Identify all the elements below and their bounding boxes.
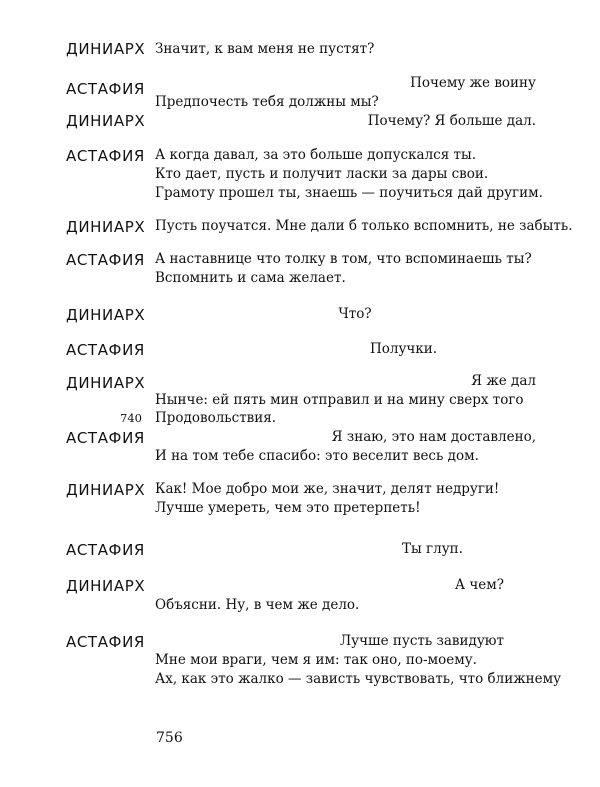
verse-line: Я же дал: [471, 373, 536, 389]
verse-line: А наставнице что толку в том, что вспоминаешь ты?: [155, 251, 532, 267]
verse-line: Нынче: ей пять мин отправил и на мину сверх того: [155, 392, 524, 408]
verse-line: Объясни. Ну, в чем же дело.: [155, 597, 360, 613]
speaker-label: АСТАФИЯ: [66, 541, 145, 559]
speaker-label: ДИНИАРХ: [66, 481, 146, 499]
verse-line: Вспомнить и сама желает.: [155, 270, 346, 286]
verse-line: Как! Мое добро мои же, значит, делят недруги!: [155, 481, 500, 497]
verse-line: Мне мои враги, чем я им: так оно, по-моему.: [155, 652, 477, 668]
speaker-label: ДИНИАРХ: [66, 112, 146, 130]
verse-line: Пусть поучатся. Мне дали б только вспомнить, не забыть.: [155, 218, 573, 234]
verse-line: Лучше умереть, чем это претерпеть!: [155, 500, 421, 516]
speaker-label: ДИНИАРХ: [66, 577, 146, 595]
verse-line-number: 740: [120, 411, 142, 425]
verse-line: Ты глуп.: [402, 541, 463, 557]
verse-line: Получки.: [370, 341, 438, 357]
speaker-label: АСТАФИЯ: [66, 341, 145, 359]
verse-line: И на том тебе спасибо: это веселит весь дом.: [155, 448, 479, 464]
speaker-label: ДИНИАРХ: [66, 374, 146, 392]
speaker-label: ДИНИАРХ: [66, 306, 146, 324]
verse-line: Грамоту прошел ты, знаешь — поучиться дай другим.: [155, 185, 543, 201]
verse-line: Кто дает, пусть и получит ласки за дары свои.: [155, 166, 489, 182]
speaker-label: ДИНИАРХ: [66, 218, 146, 236]
verse-line: Что?: [338, 306, 372, 322]
verse-line: Продовольствия.: [155, 410, 277, 426]
verse-line: Почему же воину: [410, 75, 536, 91]
page-number: 756: [156, 730, 183, 746]
verse-line: Предпочесть тебя должны мы?: [155, 94, 379, 110]
speaker-label: АСТАФИЯ: [66, 633, 145, 651]
verse-line: Значит, к вам меня не пустят?: [155, 41, 375, 57]
speaker-label: АСТАФИЯ: [66, 251, 145, 269]
verse-line: Лучше пусть завидуют: [339, 633, 504, 649]
verse-line: Ах, как это жалко — зависть чувствовать, что ближнему: [155, 671, 562, 687]
speaker-label: ДИНИАРХ: [66, 40, 146, 58]
speaker-label: АСТАФИЯ: [66, 429, 145, 447]
verse-line: А когда давал, за это больше допускался ты.: [155, 147, 477, 163]
verse-line: Почему? Я больше дал.: [367, 113, 536, 129]
verse-line: Я знаю, это нам доставлено,: [331, 429, 536, 445]
speaker-label: АСТАФИЯ: [66, 80, 145, 98]
speaker-label: АСТАФИЯ: [66, 147, 145, 165]
verse-line: А чем?: [454, 577, 504, 593]
